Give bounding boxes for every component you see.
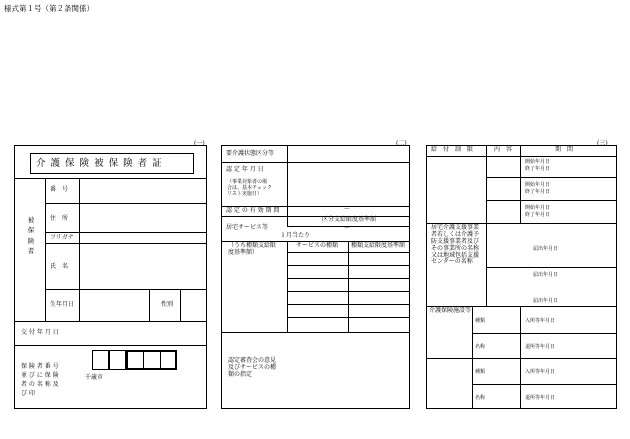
end-date-2: 終了年月日: [525, 189, 551, 195]
content-header: 内 容: [494, 146, 513, 153]
per-month-label: １月当たり: [280, 232, 311, 239]
notification-date-3: 届出年月日: [533, 298, 559, 304]
panel-3: [426, 145, 617, 409]
insured-vertical-label: 被保険者: [27, 216, 35, 256]
notification-date-2: 届出年月日: [533, 272, 559, 278]
insurer-name: 千歳市: [85, 374, 104, 381]
benefit-limit-header: 給 付 制 限: [431, 146, 474, 153]
home-service-tilde: 〜: [344, 225, 351, 232]
home-service-label: 居宅サービス等: [226, 224, 269, 231]
panel1-number: (一): [194, 140, 205, 147]
discharge-date-2: 退所等年月日: [525, 395, 556, 401]
insurer-number-bold-box: [126, 350, 177, 370]
end-date-3: 終了年月日: [525, 212, 551, 218]
notification-date-1: 届出年月日: [533, 246, 559, 252]
period-header: 期 間: [555, 146, 574, 153]
admission-date-1: 入所等年月日: [525, 318, 556, 324]
sex-label: 性別: [161, 301, 174, 308]
panel2-number: (二): [396, 140, 407, 147]
insurer-number-digit: [92, 350, 109, 370]
issue-date-label: 交 付 年 月 日: [21, 329, 59, 336]
address-label: 住 所: [50, 215, 69, 222]
panel3-number: (三): [597, 140, 608, 147]
birthdate-label: 生年月日: [50, 301, 75, 308]
start-date-1: 開始年月日: [525, 159, 551, 165]
valid-period-tilde: 〜: [344, 206, 351, 213]
opinion-label: 認定審査会の意見 及びサービスの種 類の指定: [228, 357, 277, 378]
facility-label: 介護保険施設等: [429, 307, 472, 314]
number-label: 番 号: [50, 186, 69, 193]
card-title: 介 護 保 険 被 保 険 者 証: [36, 158, 163, 169]
name-label-2: 名称: [475, 395, 486, 401]
service-type-header: サービスの種類: [296, 242, 339, 249]
start-date-2: 開始年月日: [525, 182, 551, 188]
insurer-number-digit: [109, 350, 126, 370]
form-header: 様式第１号（第２条関係）: [4, 4, 94, 13]
cert-note: （事業対象者の場 合は、基本チェック リスト実施日）: [227, 179, 272, 197]
insurer-label: 保 険 者 番 号 並 び に 保 険 者 の 名 称 及 び 印: [21, 363, 59, 397]
limit-header: 区分支給限度基準額: [322, 216, 377, 223]
kind-label-2: 種類: [475, 369, 486, 375]
type-limit-amount-header: 種類支給限度基準額: [351, 242, 406, 249]
type-limit-label: （うち種類支給限 度基準額）: [228, 242, 277, 256]
end-date-1: 終了年月日: [525, 166, 551, 172]
care-level-label: 要介護状態区分等: [226, 150, 275, 157]
panel-1: [14, 145, 207, 409]
name-label: 氏 名: [50, 263, 69, 270]
furigana-label: フリガナ: [50, 234, 74, 241]
discharge-date-1: 退所等年月日: [525, 344, 556, 350]
valid-period-label: 認 定 の 有 効 期 間: [226, 207, 280, 214]
panel-2: [221, 145, 410, 409]
support-provider-label: 居宅介護支援事業 者若しくは介護予 防支援事業者及び その事業所の名称 又は地域包括支援 センターの名称: [431, 224, 480, 266]
cert-date-label: 認 定 年 月 日: [226, 166, 264, 173]
start-date-3: 開始年月日: [525, 205, 551, 211]
kind-label-1: 種類: [475, 318, 486, 324]
admission-date-2: 入所等年月日: [525, 369, 556, 375]
name-label-1: 名称: [475, 344, 486, 350]
